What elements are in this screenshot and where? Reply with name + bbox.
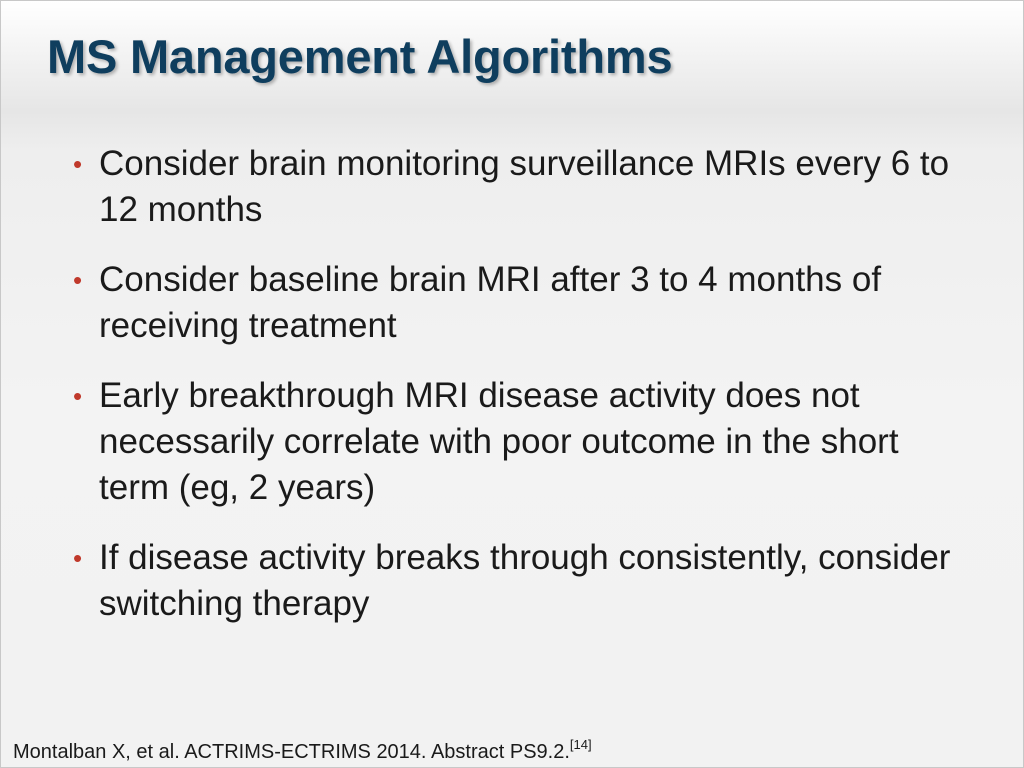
bullet-dot-icon: • (73, 543, 83, 573)
bullet-text: Consider baseline brain MRI after 3 to 4 months of receiving treatment (99, 260, 882, 345)
bullet-item-4 (71, 535, 951, 627)
bullet-list (71, 141, 951, 651)
bullet-text: Early breakthrough MRI disease activity does not necessarily correlate with poor outcome in the short term (eg, 2 years) (99, 376, 899, 507)
bullet-dot-icon: • (73, 265, 83, 295)
bullet-item-3 (71, 373, 951, 511)
bullet-text: Consider brain monitoring surveillance MRIs every 6 to 12 months (99, 144, 950, 229)
citation (13, 737, 592, 764)
bullet-text: If disease activity breaks through consistently, consider switching therapy (99, 538, 951, 623)
bullet-dot-icon: • (73, 381, 83, 411)
bullet-dot-icon: • (73, 149, 83, 179)
bullet-item-1 (71, 141, 951, 233)
slide-title: MS Management Algorithms (47, 30, 673, 83)
citation-reference: [14] (569, 737, 592, 752)
bullet-item-2 (71, 257, 951, 349)
citation-text: Montalban X, et al. ACTRIMS-ECTRIMS 2014. Abstract PS9.2. (13, 741, 570, 763)
